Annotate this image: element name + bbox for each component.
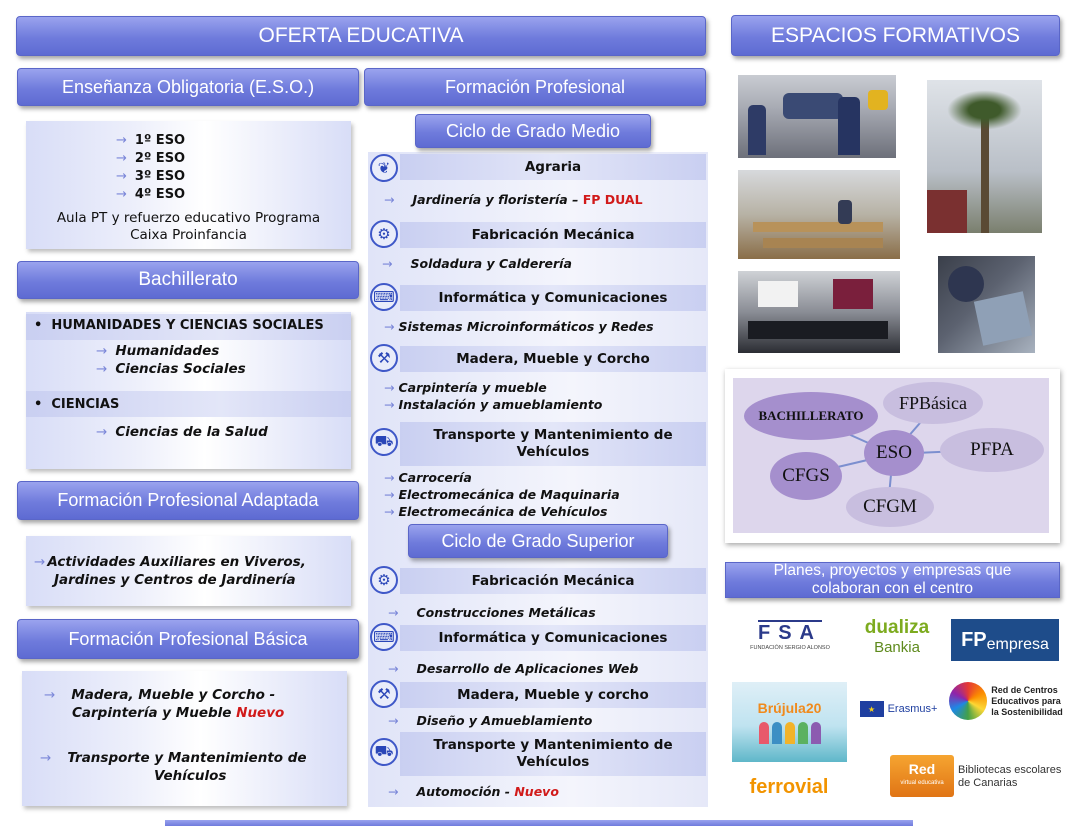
arrow-icon: → (116, 133, 127, 148)
nuevo-badge: Nuevo (514, 784, 559, 799)
ciclo-item: → Sistemas Microinformáticos y Redes (384, 319, 654, 334)
fp-adaptada-title: Formación Profesional Adaptada (57, 490, 319, 510)
espacios-formativos-title: ESPACIOS FORMATIVOS (771, 23, 1020, 47)
tool-icon: ⚒ (370, 344, 398, 372)
ciclo-item: → Instalación y amueblamiento (384, 397, 603, 412)
car-icon: ⛟ (370, 738, 398, 766)
arrow-icon: → (384, 397, 395, 412)
arrow-icon: → (96, 343, 108, 359)
family-agraria: Agraria (400, 154, 706, 180)
arrow-icon: → (382, 256, 393, 271)
logo-fsa: FSA FUNDACIÓN SERGIO ALONSO (750, 621, 830, 651)
oferta-educativa-header (16, 16, 706, 56)
arrow-icon: → (388, 661, 399, 676)
arrow-icon: → (40, 750, 52, 766)
fp-adaptada-item: → Actividades Auxiliares en Viveros, (34, 554, 306, 570)
ciclo-item: → Construcciones Metálicas (388, 605, 596, 620)
family-transporte: Transporte y Mantenimiento de Vehículos (400, 422, 706, 466)
fp-title: Formación Profesional (444, 76, 626, 97)
ciclo-item: → Soldadura y Calderería (382, 256, 572, 271)
fp-basica-title: Formación Profesional Básica (68, 628, 308, 649)
logo-fpempresa: FP empresa (951, 619, 1059, 661)
bubble-cfgm: CFGM (846, 487, 934, 527)
arrow-icon: → (384, 319, 395, 334)
ciclo-item: → Automoción - Nuevo (388, 784, 559, 799)
agraria-icon: ❦ (370, 154, 398, 182)
tool-icon: ⚒ (370, 680, 398, 708)
bubble-cfgs: CFGS (770, 452, 842, 500)
bachillerato-item: → Humanidades (96, 343, 220, 359)
arrow-icon: → (388, 784, 399, 799)
bachillerato-group-humanidades: • HUMANIDADES Y CIENCIAS SOCIALES (34, 318, 324, 333)
photo-palm-tree (927, 80, 1042, 233)
fp-basica-item: Carpintería y Mueble Nuevo (72, 705, 285, 721)
arrow-icon: → (34, 554, 46, 570)
grado-medio-title: Ciclo de Grado Medio (445, 120, 621, 141)
eso-item: → 4º ESO (116, 187, 186, 202)
arrow-icon: → (384, 380, 395, 395)
computer-icon: ⌨ (370, 623, 398, 651)
logo-red-sostenibilidad: Red de Centros Educativos para la Sostenibilidad (946, 667, 1066, 735)
arrow-icon: → (116, 169, 127, 184)
bachillerato-group-ciencias: • CIENCIAS (34, 397, 120, 412)
grado-superior-header (408, 524, 668, 558)
family-madera: Madera, Mueble y Corcho (400, 346, 706, 372)
family-informatica: Informática y Comunicaciones (400, 285, 706, 311)
bubble-eso: ESO (864, 430, 924, 476)
family-fabricacion: Fabricación Mecánica (400, 568, 706, 594)
photo-classroom-tables (738, 170, 900, 259)
bachillerato-header (17, 261, 359, 299)
bubble-pfpa: PFPA (940, 428, 1044, 472)
bottom-rule (165, 820, 913, 826)
arrow-icon: → (384, 470, 395, 485)
fp-basica-header (17, 619, 359, 659)
eso-item: → 2º ESO (116, 151, 186, 166)
photo-workshop-cars (738, 75, 896, 158)
family-informatica: Informática y Comunicaciones (400, 625, 706, 651)
ciclo-item: → Electromecánica de Maquinaria (384, 487, 620, 502)
arrow-icon: → (116, 187, 127, 202)
fp-adaptada-item: Jardines y Centros de Jardinería (54, 572, 296, 588)
ciclo-item: → Diseño y Amueblamiento (388, 713, 593, 728)
photo-student-screen (938, 256, 1035, 353)
arrow-icon: → (116, 151, 127, 166)
eu-flag-icon: ★ (860, 701, 884, 717)
grado-medio-header (415, 114, 651, 148)
eso-item: → 1º ESO (116, 133, 186, 148)
nuevo-badge: Nuevo (236, 705, 285, 721)
fp-basica-item: → Transporte y Mantenimiento de (40, 750, 307, 766)
arrow-icon: → (384, 504, 395, 519)
fp-dual-badge: FP DUAL (582, 192, 643, 207)
logo-dualiza-bankia: dualiza Bankia (864, 617, 930, 656)
fp-header (364, 68, 706, 106)
arrow-icon: → (388, 605, 399, 620)
bachillerato-title: Bachillerato (138, 269, 238, 290)
ciclo-item: → Carrocería (384, 470, 472, 485)
fp-basica-item: Vehículos (154, 768, 227, 784)
photo-computer-lab (738, 271, 900, 353)
fp-adaptada-box (26, 536, 351, 606)
fp-adaptada-header (17, 481, 359, 520)
sun-icon (949, 682, 987, 720)
oferta-educativa-title: OFERTA EDUCATIVA (258, 24, 464, 47)
eso-note: Caixa Proinfancia (130, 227, 247, 243)
arrow-icon: → (384, 487, 395, 502)
family-fabricacion: Fabricación Mecánica (400, 222, 706, 248)
arrow-icon: → (96, 424, 108, 440)
logo-ferrovial: ferrovial (749, 775, 829, 798)
ciclo-item: → Jardinería y floristería – FP DUAL (384, 192, 643, 207)
bubble-fpbasica: FPBásica (883, 382, 983, 424)
logo-erasmus: ★ Erasmus+ (856, 698, 941, 720)
eso-header (17, 68, 359, 106)
bubble-bachillerato: BACHILLERATO (744, 392, 878, 440)
bachillerato-item: → Ciencias Sociales (96, 361, 246, 377)
bachillerato-item: → Ciencias de la Salud (96, 424, 268, 440)
ciclo-item: → Carpintería y mueble (384, 380, 547, 395)
eso-note: Aula PT y refuerzo educativo Programa (56, 210, 321, 226)
car-icon: ⛟ (370, 428, 398, 456)
logo-bibliotecas: Bibliotecas escolares de Canarias (958, 764, 1062, 789)
family-transporte: Transporte y Mantenimiento de Vehículos (400, 732, 706, 776)
arrow-icon: → (96, 361, 108, 377)
ciclo-item: → Desarrollo de Aplicaciones Web (388, 661, 639, 676)
espacios-formativos-header (731, 15, 1060, 56)
logo-brujula: Brújula20 (732, 682, 847, 762)
eso-item: → 3º ESO (116, 169, 186, 184)
gear-icon: ⚙ (370, 220, 398, 248)
computer-icon: ⌨ (370, 283, 398, 311)
arrow-icon: → (384, 192, 395, 207)
fp-basica-item: → Madera, Mueble y Corcho - (44, 687, 276, 703)
ciclo-item: → Electromecánica de Vehículos (384, 504, 608, 519)
logo-red-virtual: Red virtual educativa (890, 755, 954, 797)
partners-header: Planes, proyectos y empresas que colaboran con el centro (725, 562, 1060, 598)
gear-icon: ⚙ (370, 566, 398, 594)
grado-superior-title: Ciclo de Grado Superior (441, 530, 635, 551)
eso-title: Enseñanza Obligatoria (E.S.O.) (61, 76, 315, 97)
arrow-icon: → (388, 713, 399, 728)
family-madera: Madera, Mueble y corcho (400, 682, 706, 708)
arrow-icon: → (44, 687, 56, 703)
